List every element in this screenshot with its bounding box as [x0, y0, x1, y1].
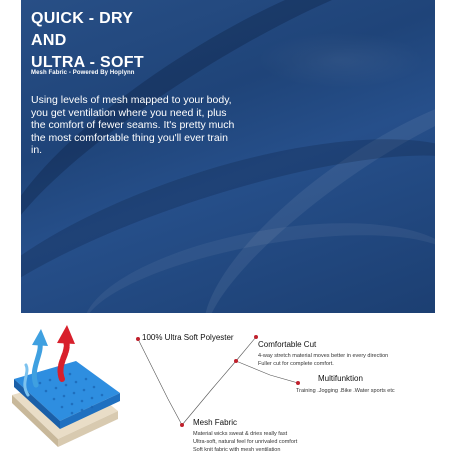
headline-line: ULTRA - SOFT	[31, 54, 144, 71]
body-copy: Using levels of mesh mapped to your body, you get ventilation where you need it, plus the comfort of fewer seams. It's pretty much the most comfortable thing you'll ever train in.	[31, 94, 235, 156]
callout-lines	[138, 337, 298, 425]
fabric-hero-image	[21, 0, 435, 313]
fabric-fold-highlight	[167, 43, 435, 313]
fabric-layers-illustration	[12, 361, 120, 447]
headline-line: AND	[31, 32, 67, 49]
mesh-fabric-title: Mesh Fabric	[193, 418, 238, 427]
cut-desc-line: 4-way stretch material moves better in every direction	[258, 353, 389, 359]
feature-callouts	[0, 313, 456, 456]
multifunction-title: Multifunktion	[318, 374, 363, 383]
fabric-fold-highlight	[72, 198, 435, 313]
headline-line: QUICK - DRY	[31, 10, 134, 27]
subtitle: Mesh Fabric - Powered By Hoplynn	[31, 70, 135, 76]
cut-desc-line: Fuller cut for complete comfort.	[258, 361, 334, 367]
mesh-fabric-desc-line: Material wicks sweat & dries really fast	[193, 431, 288, 437]
cut-title: Comfortable Cut	[258, 340, 317, 349]
mesh-fabric-desc-line: Soft knit fabric with mesh ventilation	[193, 447, 281, 453]
mesh-fabric-desc-line: Ultra-soft, natural feel for unrivaled comfort	[193, 439, 298, 445]
headline	[31, 8, 144, 74]
multifunction-desc-line: Training .Jogging .Bike .Water sports etc	[296, 388, 395, 394]
polyester-title: 100% Ultra Soft Polyester	[142, 333, 234, 342]
